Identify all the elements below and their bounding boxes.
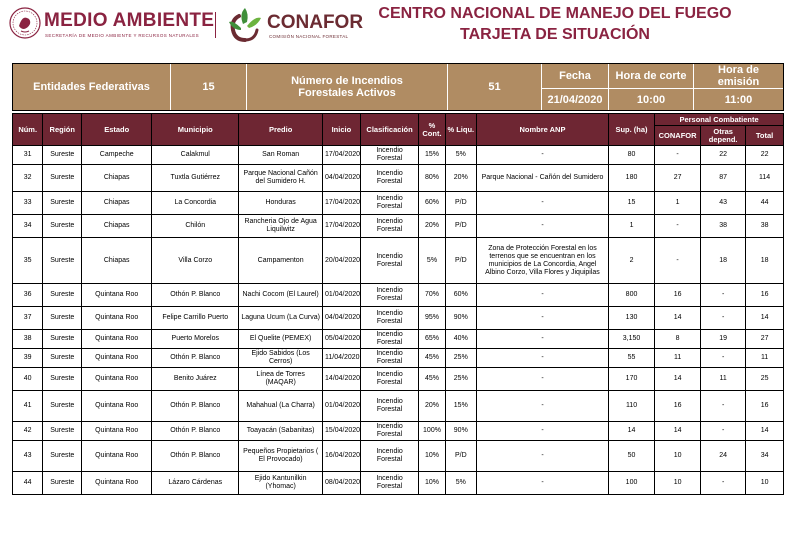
cell-predio: Campamenton: [239, 238, 323, 284]
hora-corte-value: 10:00: [636, 93, 666, 106]
incendios-label: Número de Incendios Forestales Activos: [291, 75, 403, 99]
cell-region: Sureste: [43, 422, 82, 441]
page-title-line1: CENTRO NACIONAL DE MANEJO DEL FUEGO: [378, 5, 732, 22]
cell-sup: 100: [608, 472, 654, 495]
cell-municipio: Calakmul: [152, 146, 239, 165]
cell-clasificacion: Incendio Forestal: [360, 472, 419, 495]
cell-clasificacion: Incendio Forestal: [360, 422, 419, 441]
cell-pct-cont: 70%: [419, 284, 445, 307]
cell-inicio: 15/04/2020: [323, 422, 361, 441]
cell-anp: -: [477, 349, 609, 368]
col-predio: Predio: [239, 114, 323, 146]
conafor-subtitle: COMISIÓN NACIONAL FORESTAL: [269, 34, 349, 39]
cell-region: Sureste: [43, 238, 82, 284]
table-row: [13, 349, 784, 368]
cell-region: Sureste: [43, 146, 82, 165]
cell-sup: 170: [608, 368, 654, 391]
cell-total: 16: [746, 391, 784, 422]
cell-conafor: -: [655, 238, 701, 284]
table-row: [13, 368, 784, 391]
cell-total: 114: [746, 165, 784, 192]
fecha-value: 21/04/2020: [547, 93, 603, 106]
cell-municipio: Felipe Carrillo Puerto: [152, 307, 239, 330]
cell-region: Sureste: [43, 192, 82, 215]
col-anp: Nombre ANP: [477, 114, 609, 146]
cell-pct-cont: 60%: [419, 192, 445, 215]
cell-conafor: 10: [655, 441, 701, 472]
col-otras: Otras depend.: [701, 126, 746, 146]
cell-sup: 3,150: [608, 330, 654, 349]
cell-otras: 11: [701, 368, 746, 391]
conafor-logo: [225, 4, 364, 48]
cell-estado: Chiapas: [82, 165, 152, 192]
cell-total: 44: [746, 192, 784, 215]
table-row: [13, 238, 784, 284]
cell-clasificacion: Incendio Forestal: [360, 284, 419, 307]
cell-anp: -: [477, 368, 609, 391]
table-body: [13, 146, 784, 495]
cell-pct-cont: 45%: [419, 368, 445, 391]
cell-conafor: -: [655, 146, 701, 165]
cell-pct-liqu: 25%: [445, 368, 476, 391]
cell-pct-liqu: P/D: [445, 192, 476, 215]
cell-conafor: 10: [655, 472, 701, 495]
cell-total: 16: [746, 284, 784, 307]
cell-region: Sureste: [43, 349, 82, 368]
cell-clasificacion: Incendio Forestal: [360, 192, 419, 215]
cell-otras: -: [701, 349, 746, 368]
cell-estado: Quintana Roo: [82, 472, 152, 495]
cell-anp: -: [477, 330, 609, 349]
cell-pct-liqu: 40%: [445, 330, 476, 349]
cell-anp: -: [477, 192, 609, 215]
semarnat-title: MEDIO AMBIENTE: [44, 10, 215, 31]
logo-divider: [215, 12, 216, 38]
hora-corte-label: Hora de corte: [615, 70, 687, 82]
cell-pct-cont: 20%: [419, 215, 445, 238]
col-conafor: CONAFOR: [655, 126, 701, 146]
table-row: [13, 146, 784, 165]
entidades-label: Entidades Federativas: [33, 81, 150, 93]
cell-municipio: La Concordia: [152, 192, 239, 215]
cell-inicio: 17/04/2020: [323, 146, 361, 165]
table-row: [13, 284, 784, 307]
cell-num: 34: [13, 215, 43, 238]
cell-municipio: Othón P. Blanco: [152, 422, 239, 441]
hora-emision-value: 11:00: [724, 93, 753, 106]
col-pct-liqu: % Liqu.: [445, 114, 476, 146]
cell-otras: -: [701, 391, 746, 422]
cell-region: Sureste: [43, 215, 82, 238]
cell-otras: 38: [701, 215, 746, 238]
cell-otras: 19: [701, 330, 746, 349]
cell-sup: 2: [608, 238, 654, 284]
cell-estado: Campeche: [82, 146, 152, 165]
cell-num: 43: [13, 441, 43, 472]
cell-pct-cont: 20%: [419, 391, 445, 422]
cell-num: 39: [13, 349, 43, 368]
cell-total: 22: [746, 146, 784, 165]
cell-otras: 18: [701, 238, 746, 284]
cell-clasificacion: Incendio Forestal: [360, 391, 419, 422]
cell-num: 31: [13, 146, 43, 165]
cell-estado: Quintana Roo: [82, 422, 152, 441]
cell-anp: -: [477, 307, 609, 330]
cell-total: 18: [746, 238, 784, 284]
cell-predio: Nachi Cocom (El Laurel): [239, 284, 323, 307]
cell-region: Sureste: [43, 441, 82, 472]
cell-estado: Quintana Roo: [82, 307, 152, 330]
cell-conafor: 27: [655, 165, 701, 192]
cell-total: 38: [746, 215, 784, 238]
cell-num: 40: [13, 368, 43, 391]
table-row: [13, 472, 784, 495]
cell-municipio: Puerto Morelos: [152, 330, 239, 349]
divider: [542, 88, 783, 89]
cell-pct-cont: 15%: [419, 146, 445, 165]
cell-sup: 80: [608, 146, 654, 165]
cell-inicio: 17/04/2020: [323, 215, 361, 238]
page-title-line2: TARJETA DE SITUACIÓN: [460, 26, 650, 43]
cell-predio: Pequeños Propietarios ( El Provocado): [239, 441, 323, 472]
cell-inicio: 20/04/2020: [323, 238, 361, 284]
cell-pct-liqu: 60%: [445, 284, 476, 307]
col-estado: Estado: [82, 114, 152, 146]
cell-sup: 110: [608, 391, 654, 422]
cell-pct-cont: 65%: [419, 330, 445, 349]
col-sup: Sup. (ha): [608, 114, 654, 146]
cell-otras: -: [701, 472, 746, 495]
cell-anp: Zona de Protección Forestal en los terrenos que se encuentran en los municipios de La Concordia, Angel Albino Corzo, Villa Flores y Jiquipilas: [477, 238, 609, 284]
cell-predio: Parque Nacional Cañón del Sumidero H.: [239, 165, 323, 192]
cell-inicio: 16/04/2020: [323, 441, 361, 472]
cell-total: 27: [746, 330, 784, 349]
cell-region: Sureste: [43, 307, 82, 330]
cell-clasificacion: Incendio Forestal: [360, 215, 419, 238]
cell-sup: 800: [608, 284, 654, 307]
col-personal: Personal Combatiente: [655, 114, 784, 126]
cell-pct-liqu: 20%: [445, 165, 476, 192]
cell-otras: -: [701, 284, 746, 307]
cell-anp: Parque Nacional - Cañón del Sumidero: [477, 165, 609, 192]
cell-anp: -: [477, 146, 609, 165]
table-row: [13, 215, 784, 238]
cell-pct-liqu: P/D: [445, 441, 476, 472]
cell-predio: Línea de Torres (MAQAR): [239, 368, 323, 391]
cell-anp: -: [477, 422, 609, 441]
cell-clasificacion: Incendio Forestal: [360, 146, 419, 165]
cell-sup: 15: [608, 192, 654, 215]
cell-total: 34: [746, 441, 784, 472]
cell-estado: Quintana Roo: [82, 284, 152, 307]
cell-estado: Chiapas: [82, 215, 152, 238]
summary-bar: [12, 63, 784, 111]
cell-region: Sureste: [43, 330, 82, 349]
cell-inicio: 17/04/2020: [323, 192, 361, 215]
cell-pct-liqu: 25%: [445, 349, 476, 368]
cell-sup: 14: [608, 422, 654, 441]
cell-region: Sureste: [43, 368, 82, 391]
cell-conafor: 14: [655, 307, 701, 330]
cell-num: 35: [13, 238, 43, 284]
cell-municipio: Othón P. Blanco: [152, 391, 239, 422]
cell-municipio: Lázaro Cárdenas: [152, 472, 239, 495]
cell-estado: Quintana Roo: [82, 441, 152, 472]
cell-predio: Ejido Sabidos (Los Cerros): [239, 349, 323, 368]
cell-clasificacion: Incendio Forestal: [360, 349, 419, 368]
fires-table: [12, 113, 784, 495]
col-pct-cont: % Cont.: [419, 114, 445, 146]
cell-predio: Toayacán (Sabanitas): [239, 422, 323, 441]
cell-total: 14: [746, 307, 784, 330]
table-row: [13, 165, 784, 192]
cell-municipio: Villa Corzo: [152, 238, 239, 284]
cell-municipio: Othón P. Blanco: [152, 441, 239, 472]
cell-pct-liqu: 5%: [445, 472, 476, 495]
cell-num: 36: [13, 284, 43, 307]
cell-region: Sureste: [43, 391, 82, 422]
table-row: [13, 391, 784, 422]
table-row: [13, 192, 784, 215]
national-eagle-icon: [8, 6, 42, 40]
col-total: Total: [746, 126, 784, 146]
semarnat-subtitle: SECRETARÍA DE MEDIO AMBIENTE Y RECURSOS NATURALES: [45, 33, 200, 38]
semarnat-logo: [8, 6, 213, 46]
cell-num: 37: [13, 307, 43, 330]
cell-pct-liqu: 90%: [445, 422, 476, 441]
cell-estado: Chiapas: [82, 238, 152, 284]
col-inicio: Inicio: [323, 114, 361, 146]
table-row: [13, 441, 784, 472]
cell-inicio: 01/04/2020: [323, 391, 361, 422]
table-row: [13, 422, 784, 441]
conafor-tree-icon: [225, 6, 265, 42]
table-row: [13, 307, 784, 330]
cell-inicio: 05/04/2020: [323, 330, 361, 349]
cell-num: 38: [13, 330, 43, 349]
fecha-label: Fecha: [559, 70, 591, 82]
cell-pct-cont: 5%: [419, 238, 445, 284]
cell-region: Sureste: [43, 472, 82, 495]
cell-municipio: Othón P. Blanco: [152, 349, 239, 368]
cell-total: 11: [746, 349, 784, 368]
cell-otras: -: [701, 307, 746, 330]
cell-inicio: 04/04/2020: [323, 165, 361, 192]
cell-pct-cont: 80%: [419, 165, 445, 192]
cell-sup: 1: [608, 215, 654, 238]
cell-predio: Honduras: [239, 192, 323, 215]
table-row: [13, 330, 784, 349]
cell-total: 25: [746, 368, 784, 391]
cell-clasificacion: Incendio Forestal: [360, 330, 419, 349]
cell-predio: Rancheria Ojo de Agua Liquilwitz: [239, 215, 323, 238]
cell-pct-cont: 10%: [419, 472, 445, 495]
cell-inicio: 14/04/2020: [323, 368, 361, 391]
cell-anp: -: [477, 215, 609, 238]
cell-otras: 22: [701, 146, 746, 165]
cell-inicio: 08/04/2020: [323, 472, 361, 495]
cell-pct-liqu: P/D: [445, 238, 476, 284]
cell-sup: 130: [608, 307, 654, 330]
cell-clasificacion: Incendio Forestal: [360, 165, 419, 192]
cell-inicio: 11/04/2020: [323, 349, 361, 368]
cell-municipio: Benito Juárez: [152, 368, 239, 391]
cell-inicio: 01/04/2020: [323, 284, 361, 307]
cell-clasificacion: Incendio Forestal: [360, 307, 419, 330]
cell-conafor: 11: [655, 349, 701, 368]
cell-pct-liqu: 5%: [445, 146, 476, 165]
cell-num: 33: [13, 192, 43, 215]
cell-estado: Quintana Roo: [82, 391, 152, 422]
page-title: [370, 3, 740, 45]
cell-clasificacion: Incendio Forestal: [360, 368, 419, 391]
cell-estado: Chiapas: [82, 192, 152, 215]
cell-estado: Quintana Roo: [82, 349, 152, 368]
col-region: Región: [43, 114, 82, 146]
cell-municipio: Othón P. Blanco: [152, 284, 239, 307]
cell-conafor: 14: [655, 422, 701, 441]
cell-sup: 180: [608, 165, 654, 192]
cell-pct-cont: 95%: [419, 307, 445, 330]
cell-pct-liqu: 15%: [445, 391, 476, 422]
cell-predio: El Quelite (PEMEX): [239, 330, 323, 349]
cell-anp: -: [477, 441, 609, 472]
cell-conafor: -: [655, 215, 701, 238]
cell-predio: Laguna Ucum (La Curva): [239, 307, 323, 330]
cell-anp: -: [477, 391, 609, 422]
incendios-value: 51: [488, 81, 501, 93]
cell-conafor: 16: [655, 284, 701, 307]
cell-conafor: 14: [655, 368, 701, 391]
cell-clasificacion: Incendio Forestal: [360, 441, 419, 472]
cell-num: 44: [13, 472, 43, 495]
cell-region: Sureste: [43, 165, 82, 192]
cell-total: 14: [746, 422, 784, 441]
cell-predio: San Roman: [239, 146, 323, 165]
conafor-title: CONAFOR: [267, 12, 364, 33]
cell-conafor: 16: [655, 391, 701, 422]
cell-otras: 87: [701, 165, 746, 192]
cell-sup: 50: [608, 441, 654, 472]
cell-conafor: 8: [655, 330, 701, 349]
col-num: Núm.: [13, 114, 43, 146]
cell-municipio: Tuxtla Gutiérrez: [152, 165, 239, 192]
cell-num: 42: [13, 422, 43, 441]
cell-pct-cont: 45%: [419, 349, 445, 368]
cell-clasificacion: Incendio Forestal: [360, 238, 419, 284]
col-clasificacion: Clasificación: [360, 114, 419, 146]
cell-anp: -: [477, 472, 609, 495]
cell-municipio: Chilón: [152, 215, 239, 238]
cell-predio: Ejido Kantunilkin (Yhomac): [239, 472, 323, 495]
hora-emision-label: Hora de emisión: [717, 64, 760, 88]
cell-otras: -: [701, 422, 746, 441]
cell-num: 41: [13, 391, 43, 422]
cell-conafor: 1: [655, 192, 701, 215]
page-header: [0, 0, 789, 56]
cell-predio: Mahahual (La Charra): [239, 391, 323, 422]
cell-otras: 24: [701, 441, 746, 472]
cell-pct-liqu: P/D: [445, 215, 476, 238]
cell-pct-cont: 100%: [419, 422, 445, 441]
cell-anp: -: [477, 284, 609, 307]
cell-sup: 55: [608, 349, 654, 368]
cell-total: 10: [746, 472, 784, 495]
cell-num: 32: [13, 165, 43, 192]
cell-otras: 43: [701, 192, 746, 215]
cell-region: Sureste: [43, 284, 82, 307]
cell-estado: Quintana Roo: [82, 368, 152, 391]
cell-inicio: 04/04/2020: [323, 307, 361, 330]
cell-pct-cont: 10%: [419, 441, 445, 472]
entidades-value: 15: [202, 81, 215, 93]
col-municipio: Municipio: [152, 114, 239, 146]
cell-pct-liqu: 90%: [445, 307, 476, 330]
cell-estado: Quintana Roo: [82, 330, 152, 349]
